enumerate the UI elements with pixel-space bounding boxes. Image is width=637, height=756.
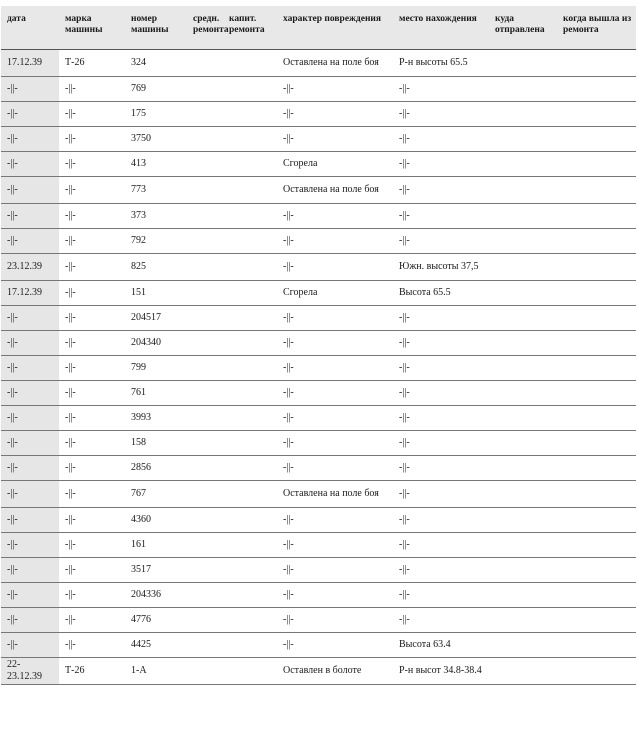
cell-location: -||- <box>393 77 489 102</box>
table-row <box>1 508 636 533</box>
cell-medium-repair <box>187 633 223 658</box>
cell-medium-repair <box>187 281 223 306</box>
table-row <box>1 406 636 431</box>
cell-medium-repair <box>187 177 223 204</box>
table-row <box>1 356 636 381</box>
cell-make: -||- <box>59 431 125 456</box>
cell-damage: -||- <box>277 583 393 608</box>
cell-returned <box>557 204 636 229</box>
cell-make: -||- <box>59 633 125 658</box>
cell-make: -||- <box>59 204 125 229</box>
cell-location: Южн. высоты 37,5 <box>393 254 489 281</box>
cell-capital-repair <box>223 50 277 77</box>
cell-make: -||- <box>59 254 125 281</box>
cell-damage: -||- <box>277 254 393 281</box>
cell-capital-repair <box>223 102 277 127</box>
cell-sent-to <box>489 254 557 281</box>
cell-medium-repair <box>187 608 223 633</box>
cell-capital-repair <box>223 456 277 481</box>
cell-returned <box>557 608 636 633</box>
col-header-make: марка машины <box>59 6 125 50</box>
cell-capital-repair <box>223 306 277 331</box>
cell-date: -||- <box>1 508 59 533</box>
cell-returned <box>557 533 636 558</box>
cell-number: 4425 <box>125 633 187 658</box>
cell-location: -||- <box>393 177 489 204</box>
cell-sent-to <box>489 204 557 229</box>
cell-sent-to <box>489 633 557 658</box>
cell-damage: -||- <box>277 229 393 254</box>
cell-returned <box>557 331 636 356</box>
cell-medium-repair <box>187 658 223 685</box>
cell-sent-to <box>489 127 557 152</box>
cell-date: -||- <box>1 558 59 583</box>
cell-make: -||- <box>59 229 125 254</box>
cell-number: 799 <box>125 356 187 381</box>
cell-location: Высота 63.4 <box>393 633 489 658</box>
cell-returned <box>557 177 636 204</box>
cell-make: -||- <box>59 331 125 356</box>
table-row <box>1 254 636 281</box>
cell-medium-repair <box>187 50 223 77</box>
cell-medium-repair <box>187 102 223 127</box>
cell-medium-repair <box>187 431 223 456</box>
cell-make: Т-26 <box>59 50 125 77</box>
table-row <box>1 152 636 177</box>
cell-date: -||- <box>1 331 59 356</box>
cell-date: -||- <box>1 533 59 558</box>
cell-sent-to <box>489 381 557 406</box>
cell-damage: Сгорела <box>277 281 393 306</box>
cell-damage: -||- <box>277 331 393 356</box>
cell-number: 204340 <box>125 331 187 356</box>
cell-returned <box>557 254 636 281</box>
cell-location: -||- <box>393 102 489 127</box>
cell-returned <box>557 558 636 583</box>
cell-capital-repair <box>223 633 277 658</box>
cell-returned <box>557 508 636 533</box>
cell-number: 175 <box>125 102 187 127</box>
cell-damage: Сгорела <box>277 152 393 177</box>
cell-date: -||- <box>1 306 59 331</box>
cell-number: 151 <box>125 281 187 306</box>
cell-returned <box>557 229 636 254</box>
cell-sent-to <box>489 331 557 356</box>
cell-capital-repair <box>223 381 277 406</box>
cell-damage: -||- <box>277 204 393 229</box>
cell-date: -||- <box>1 481 59 508</box>
cell-date: -||- <box>1 229 59 254</box>
cell-returned <box>557 481 636 508</box>
cell-returned <box>557 281 636 306</box>
cell-date: -||- <box>1 127 59 152</box>
cell-sent-to <box>489 431 557 456</box>
cell-capital-repair <box>223 481 277 508</box>
cell-location: -||- <box>393 152 489 177</box>
cell-medium-repair <box>187 583 223 608</box>
cell-damage: -||- <box>277 431 393 456</box>
cell-capital-repair <box>223 356 277 381</box>
cell-sent-to <box>489 306 557 331</box>
cell-medium-repair <box>187 481 223 508</box>
cell-sent-to <box>489 50 557 77</box>
cell-make: -||- <box>59 127 125 152</box>
cell-location: -||- <box>393 356 489 381</box>
col-header-returned: когда вышла из ремонта <box>557 6 636 50</box>
cell-sent-to <box>489 177 557 204</box>
cell-number: 2856 <box>125 456 187 481</box>
cell-medium-repair <box>187 558 223 583</box>
cell-damage: -||- <box>277 608 393 633</box>
cell-make: -||- <box>59 583 125 608</box>
cell-make: -||- <box>59 356 125 381</box>
cell-sent-to <box>489 406 557 431</box>
cell-date: -||- <box>1 583 59 608</box>
table-row <box>1 204 636 229</box>
cell-date: -||- <box>1 431 59 456</box>
cell-location: -||- <box>393 127 489 152</box>
cell-returned <box>557 77 636 102</box>
cell-medium-repair <box>187 127 223 152</box>
cell-damage: Оставлена на поле боя <box>277 50 393 77</box>
table-row <box>1 608 636 633</box>
table-row <box>1 658 636 685</box>
tank-losses-table <box>1 6 636 685</box>
cell-number: 204336 <box>125 583 187 608</box>
table-body <box>1 50 636 685</box>
cell-damage: -||- <box>277 406 393 431</box>
cell-sent-to <box>489 229 557 254</box>
col-header-location: место нахождения <box>393 6 489 50</box>
table-row <box>1 633 636 658</box>
cell-capital-repair <box>223 177 277 204</box>
cell-damage: Оставлен в болоте <box>277 658 393 685</box>
cell-capital-repair <box>223 533 277 558</box>
cell-make: -||- <box>59 381 125 406</box>
table-row <box>1 77 636 102</box>
cell-make: -||- <box>59 102 125 127</box>
cell-number: 773 <box>125 177 187 204</box>
cell-capital-repair <box>223 508 277 533</box>
cell-make: -||- <box>59 558 125 583</box>
cell-make: -||- <box>59 481 125 508</box>
cell-location: Р-н высот 34.8-38.4 <box>393 658 489 685</box>
cell-capital-repair <box>223 558 277 583</box>
cell-date: -||- <box>1 608 59 633</box>
cell-number: 158 <box>125 431 187 456</box>
cell-make: -||- <box>59 533 125 558</box>
cell-sent-to <box>489 102 557 127</box>
cell-date: 17.12.39 <box>1 281 59 306</box>
cell-date: -||- <box>1 177 59 204</box>
cell-medium-repair <box>187 356 223 381</box>
cell-sent-to <box>489 481 557 508</box>
cell-returned <box>557 102 636 127</box>
cell-location: -||- <box>393 508 489 533</box>
table-row <box>1 229 636 254</box>
cell-date: -||- <box>1 102 59 127</box>
table-row <box>1 583 636 608</box>
cell-date: -||- <box>1 152 59 177</box>
header-row <box>1 6 636 50</box>
cell-sent-to <box>489 356 557 381</box>
cell-capital-repair <box>223 127 277 152</box>
cell-sent-to <box>489 456 557 481</box>
cell-medium-repair <box>187 381 223 406</box>
cell-number: 3750 <box>125 127 187 152</box>
cell-location: -||- <box>393 481 489 508</box>
cell-sent-to <box>489 608 557 633</box>
cell-medium-repair <box>187 406 223 431</box>
cell-medium-repair <box>187 77 223 102</box>
table-row <box>1 331 636 356</box>
cell-location: -||- <box>393 456 489 481</box>
table-row <box>1 127 636 152</box>
cell-capital-repair <box>223 431 277 456</box>
cell-make: -||- <box>59 177 125 204</box>
cell-returned <box>557 431 636 456</box>
cell-number: 825 <box>125 254 187 281</box>
table-row <box>1 102 636 127</box>
cell-make: -||- <box>59 406 125 431</box>
cell-make: -||- <box>59 608 125 633</box>
cell-make: -||- <box>59 508 125 533</box>
cell-capital-repair <box>223 658 277 685</box>
cell-returned <box>557 50 636 77</box>
cell-capital-repair <box>223 608 277 633</box>
col-header-capital-repair: капит. ремонта <box>223 6 277 50</box>
cell-date: -||- <box>1 77 59 102</box>
cell-damage: Оставлена на поле боя <box>277 481 393 508</box>
col-header-damage: характер повреждения <box>277 6 393 50</box>
cell-capital-repair <box>223 254 277 281</box>
table-row <box>1 456 636 481</box>
cell-sent-to <box>489 508 557 533</box>
cell-damage: -||- <box>277 533 393 558</box>
cell-returned <box>557 658 636 685</box>
cell-damage: -||- <box>277 356 393 381</box>
cell-number: 373 <box>125 204 187 229</box>
cell-location: -||- <box>393 431 489 456</box>
cell-make: Т-26 <box>59 658 125 685</box>
cell-damage: -||- <box>277 306 393 331</box>
cell-medium-repair <box>187 306 223 331</box>
cell-returned <box>557 406 636 431</box>
cell-number: 767 <box>125 481 187 508</box>
cell-sent-to <box>489 152 557 177</box>
table-row <box>1 481 636 508</box>
cell-damage: -||- <box>277 456 393 481</box>
cell-number: 3993 <box>125 406 187 431</box>
cell-date: 22-23.12.39 <box>1 658 59 685</box>
cell-capital-repair <box>223 406 277 431</box>
cell-number: 413 <box>125 152 187 177</box>
cell-capital-repair <box>223 204 277 229</box>
cell-number: 4776 <box>125 608 187 633</box>
cell-number: 3517 <box>125 558 187 583</box>
col-header-date: дата <box>1 6 59 50</box>
cell-medium-repair <box>187 204 223 229</box>
cell-sent-to <box>489 583 557 608</box>
cell-location: -||- <box>393 229 489 254</box>
cell-location: -||- <box>393 204 489 229</box>
cell-medium-repair <box>187 533 223 558</box>
col-header-sent-to: куда отправлена <box>489 6 557 50</box>
cell-number: 1-А <box>125 658 187 685</box>
table-row <box>1 381 636 406</box>
cell-make: -||- <box>59 152 125 177</box>
table-row <box>1 50 636 77</box>
cell-location: -||- <box>393 381 489 406</box>
cell-returned <box>557 583 636 608</box>
cell-location: Р-н высоты 65.5 <box>393 50 489 77</box>
cell-returned <box>557 356 636 381</box>
cell-date: -||- <box>1 381 59 406</box>
cell-sent-to <box>489 281 557 306</box>
cell-returned <box>557 381 636 406</box>
table-row <box>1 431 636 456</box>
cell-capital-repair <box>223 583 277 608</box>
cell-location: -||- <box>393 608 489 633</box>
cell-number: 769 <box>125 77 187 102</box>
cell-capital-repair <box>223 229 277 254</box>
cell-make: -||- <box>59 456 125 481</box>
cell-location: -||- <box>393 331 489 356</box>
table-row <box>1 306 636 331</box>
cell-returned <box>557 152 636 177</box>
cell-damage: -||- <box>277 77 393 102</box>
cell-location: Высота 65.5 <box>393 281 489 306</box>
cell-medium-repair <box>187 331 223 356</box>
cell-number: 4360 <box>125 508 187 533</box>
cell-date: -||- <box>1 406 59 431</box>
cell-sent-to <box>489 558 557 583</box>
cell-location: -||- <box>393 306 489 331</box>
table-row <box>1 281 636 306</box>
cell-damage: -||- <box>277 127 393 152</box>
cell-medium-repair <box>187 229 223 254</box>
cell-date: -||- <box>1 356 59 381</box>
cell-damage: Оставлена на поле боя <box>277 177 393 204</box>
cell-number: 761 <box>125 381 187 406</box>
cell-make: -||- <box>59 77 125 102</box>
col-header-medium-repair: средн. ремонта <box>187 6 223 50</box>
table-row <box>1 177 636 204</box>
cell-number: 161 <box>125 533 187 558</box>
cell-damage: -||- <box>277 558 393 583</box>
cell-returned <box>557 127 636 152</box>
cell-make: -||- <box>59 306 125 331</box>
cell-number: 792 <box>125 229 187 254</box>
cell-date: 23.12.39 <box>1 254 59 281</box>
cell-number: 204517 <box>125 306 187 331</box>
cell-medium-repair <box>187 254 223 281</box>
cell-capital-repair <box>223 281 277 306</box>
col-header-number: номер машины <box>125 6 187 50</box>
cell-damage: -||- <box>277 102 393 127</box>
cell-damage: -||- <box>277 381 393 406</box>
table-row <box>1 558 636 583</box>
cell-make: -||- <box>59 281 125 306</box>
cell-capital-repair <box>223 77 277 102</box>
cell-date: -||- <box>1 204 59 229</box>
cell-date: -||- <box>1 633 59 658</box>
cell-damage: -||- <box>277 633 393 658</box>
cell-location: -||- <box>393 533 489 558</box>
cell-returned <box>557 306 636 331</box>
table-row <box>1 533 636 558</box>
cell-damage: -||- <box>277 508 393 533</box>
cell-sent-to <box>489 658 557 685</box>
cell-returned <box>557 456 636 481</box>
cell-returned <box>557 633 636 658</box>
cell-location: -||- <box>393 583 489 608</box>
cell-number: 324 <box>125 50 187 77</box>
cell-medium-repair <box>187 508 223 533</box>
cell-location: -||- <box>393 558 489 583</box>
cell-date: 17.12.39 <box>1 50 59 77</box>
cell-medium-repair <box>187 152 223 177</box>
cell-sent-to <box>489 77 557 102</box>
cell-medium-repair <box>187 456 223 481</box>
cell-date: -||- <box>1 456 59 481</box>
cell-capital-repair <box>223 331 277 356</box>
cell-capital-repair <box>223 152 277 177</box>
cell-sent-to <box>489 533 557 558</box>
cell-location: -||- <box>393 406 489 431</box>
